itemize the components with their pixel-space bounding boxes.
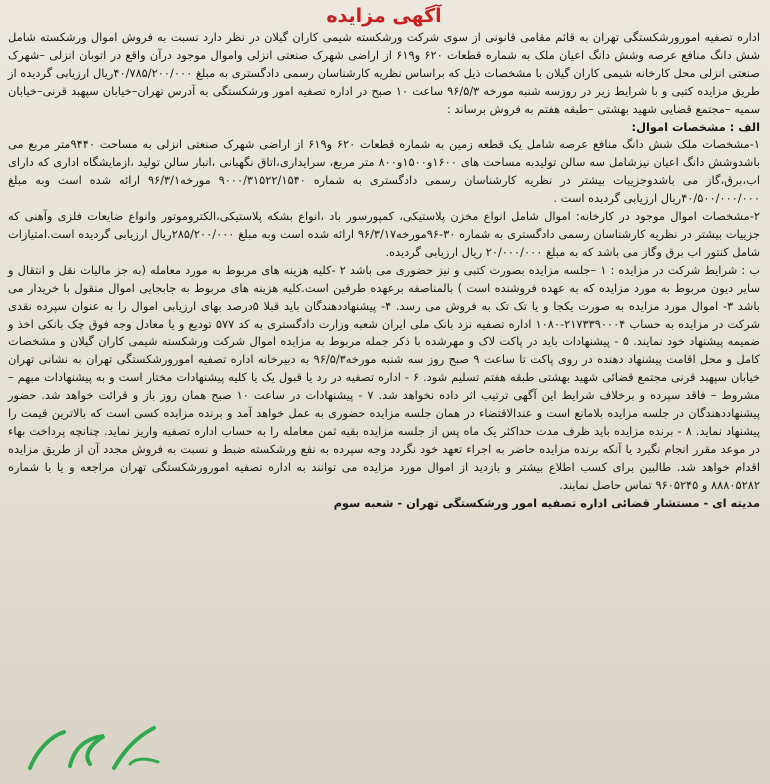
notice-intro: اداره تصفیه امورورشکستگی تهران به قائم مقامی قانونی از سوی شرکت ورشکسته شیمی کاران گیلان در نظر دارد نسبت به فروش اموال ورشکسته شامل شش دانگ منافع عرصه وشش دانگ اعیان ملک به شماره قطعات ۶۲۰ و۶۱۹ از اراضی شهرک صنعتی انزلی واموال موجود درآن واقع در اتوبان انزلی –شهرک صنعتی انزلی محل کارخانه شیمی کاران گیلان با مشخصات ذیل که براساس نظریه کارشناسان رسمی دادگستری به مبلغ ۴۰/۷۸۵/۲۰۰/۰۰۰ریال ارزیابی گردیده از طریق مزایده کتبی و با شرایط زیر در روزسه شنبه مورخه ۹۶/۵/۳ ساعت ۱۰ صبح در اداره تصفیه امور ورشکستگی به آدرس تهران–خیابان سپهبد قرنی–خیابان سمیه –مجتمع قضایی شهید بهشتی –طبقه هفتم به فروش برساند : [8,30,761,116]
property-item-1: ۱-مشخصات ملک شش دانگ منافع عرصه شامل یک قطعه زمین به شماره قطعات ۶۲۰ و۶۱۹ از اراضی شهرک صنعتی انزلی به مساحت ۹۴۴۰متر مربع می باشدوشش دانگ اعیان نیزشامل سه سالن تولیدبه مساحت های ۱۶۰۰و۱۵۰۰و۸۰۰ متر مربع، سرایداری،اتاق نگهبانی ،انبار سالن تولید ،ازمایشگاه اداری که دارای اب،برق،گاز می باشدوجزییات بیشتر در نظریه کارشناسان رسمی دادگستری به شماره ۹۰۰۰/۳۱۵۲۲/۱۵۴۰ مورخه۹۶/۳/۱ ارائه شده است وبه مبلغ ۴۰/۵۰۰/۰۰۰/۰۰۰ریال ارزیابی گردیده است . [8,137,761,206]
notice-title: آگهی مزایده [326,5,442,27]
notice-body [8,29,760,495]
signature-line: مدیته ای - مستشار قضائی اداره تصفیه امور ورشکستگی تهران - شعبه سوم [333,495,760,510]
auction-conditions: ب : شرایط شرکت در مزایده : ۱ –جلسه مزایده بصورت کتبی و نیز حضوری می باشد ۲ -کلیه هزینه های مربوط به مورد معامله (به جز مالیات نقل و انتقال و سایر دیون مربوط به مورد مزایده که به عهده فروشنده است ) بالمناصفه برعهده طرفین است.کلیه هزینه های مربوط به جابجایی اموال منقول با خریدار می باشد ۳- اموال مورد مزایده به صورت یکجا و یا تک تک به فروش می رسد. ۴- پیشنهاددهندگان باید قبلا ۵درصد بهای ارزیابی اموال را به عنوان سپرده نقدی شرکت در مزایده به حساب ۲۱۷۳۳۹۰۰۰۴-۱۰۸۰ اداره تصفیه نزد بانک ملی ایران شعبه وزارت دادگستری به کد ۵۷۷ تودیع و یا معادل وجه فوق چک بانکی اخذ و ضمیمه پیشنهاد خود نمایند. ۵ - پیشنهادات باید در پاکت لاک و مهرشده با ذکر جمله مربوط به مزایده اموال شرکت ورشکسته شیمی کاران گیلان و مشخصات کامل و محل اقامت پیشنهاد دهنده در روی پاکت تا ساعت ۹ صبح روز سه شنبه مورخه۹۶/۵/۳ به دبیرخانه اداره تصفیه امورورشکستگی تهران به نشانی تهران خیابان سپهبد قرنی مجتمع قضائی شهید بهشتی طبقه هفتم تسلیم شود. ۶ - اداره تصفیه در رد یا قبول یک یا کلیه پیشنهادات مختار است و به پیشنهادات مبهم – مشروط – فاقد سپرده و برخلاف شرایط این آگهی ترتیب اثر داده نخواهد شد. ۷ - پیشنهادات در ساعت ۱۰ صبح همان روز باز و قرائت خواهد شد. حضور پیشنهاددهندگان در جلسه مزایده بلامانع است و عندالاقتضاء در همان جلسه مزایده حضوری به عمل خواهد آمد و برنده مزایده کسی است که بالاترین قیمت را پیشنهاد نماید. ۸ - برنده مزایده باید ظرف مدت حداکثر یک ماه پس از جلسه مزایده بقیه ثمن معامله را به حساب اداره تصفیه واریز نماید. چنانچه پرداخت بهاء در موعد مقرر انجام نگیرد یا آنکه برنده مزایده حاضر به اجراء تعهد خود نگردد وجه سپرده به نفع ورشکسته ضبط و نسبت به فروش مجدد آن از طریق مزایده اقدام خواهد شد. طالبین برای کسب اطلاع بیشتر و بازدید از اموال مورد مزایده می توانند به اداره تصفیه امورورشکستگی تهران مراجعه و یا با شماره ۸۸۸۰۵۲۸۲ و ۹۶۰۵۲۴۵ تماس حاصل نمایند. [8,262,760,492]
handwritten-number-stamp [18,718,168,780]
handwritten-number-graphic [18,718,168,780]
section-a-heading: الف : مشخصات اموال: [631,119,760,134]
property-item-2: ۲-مشخصات اموال موجود در کارخانه: اموال شامل انواع مخزن پلاستیکی، کمپورسور باد ،انواع بشکه پلاستیکی،الکتروموتور وانواع ضایعات فلزی وآهنی که جزییات بیشتر در نظریه کارشناسان رسمی دادگستری به شماره ۳۰-۹۶مورخه۹۶/۳/۱۷ ارائه شده است وبه مبلغ ۲۸۵/۲۰۰/۰۰۰ریال ارزیابی گردیده است.امتیازات شامل کنتور اب برق وگاز می باشد که به مبلغ ۲۰/۰۰۰/۰۰۰ ریال ارزیابی گردیده. [8,209,760,259]
